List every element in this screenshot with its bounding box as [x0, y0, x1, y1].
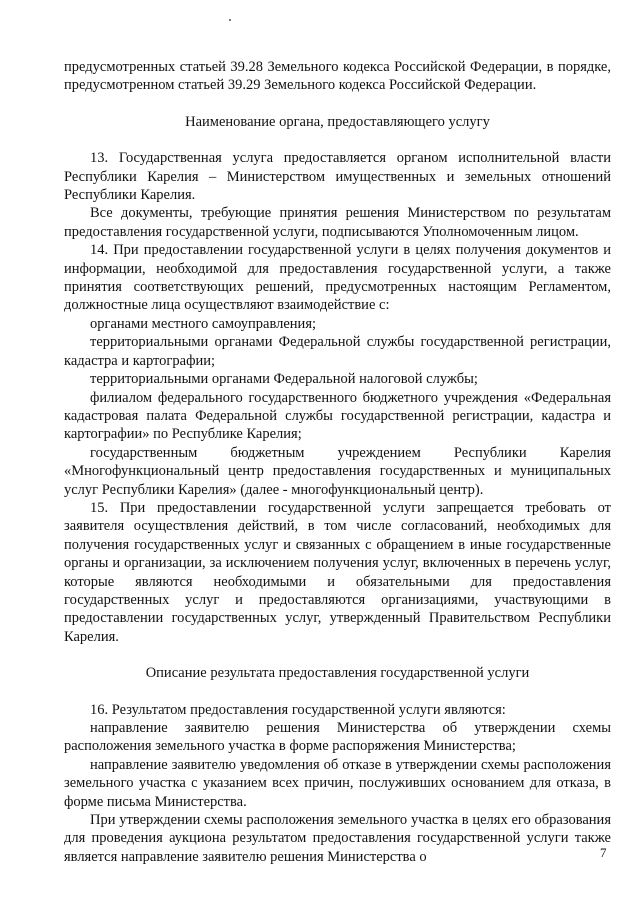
- document-body: [64, 58, 611, 866]
- list-item: органами местного самоуправления;: [90, 315, 317, 332]
- intro-paragraph: предусмотренных статьей 39.28 Земельного кодекса Российской Федерации, в порядке, предусмотренном статьей 39.29 Земельного кодекса Российской Федерации.: [64, 59, 611, 94]
- page-number: 7: [600, 845, 607, 860]
- list-item: территориальными органами Федеральной службы государственной регистрации, кадастра и картографии;: [64, 334, 611, 369]
- list-item: филиалом федерального государственного бюджетного учреждения «Федеральная кадастровая палата Федеральной службы государственной регистрации, кадастра и картографии» по Республике Карелия;: [64, 389, 611, 443]
- paragraph-13: 13. Государственная услуга предоставляется органом исполнительной власти Республики Карелия – Министерством имущественных и земельных отношений Республики Карелия.: [64, 150, 611, 204]
- list-item: направление заявителю уведомления об отказе в утверждении схемы расположения земельного участка с указанием всех причин, послуживших основанием для отказа, в форме письма Министерства.: [64, 756, 611, 810]
- section-heading-result: Описание результата предоставления государственной услуги: [145, 665, 530, 682]
- paragraph-16: 16. Результатом предоставления государственной услуги являются:: [90, 701, 506, 718]
- paragraph-15: 15. При предоставлении государственной услуги запрещается требовать от заявителя осуществления действий, в том числе согласований, необходимых для получения государственных услуг и связанных с обращением в иные государственные органы и организации, за исключением получения услуг, включенных в перечень услуг, которые являются необходимыми и обязательными для предоставления государственных услуг и предоставляются организациями, участвующими в предоставлении государственных услуг, утвержденный Правительством Республики Карелия.: [64, 499, 611, 645]
- list-item: территориальными органами Федеральной налоговой службы;: [90, 371, 478, 388]
- paragraph-13-signing: Все документы, требующие принятия решения Министерством по результатам предоставления государственной услуги, подписываются Уполномоченным лицом.: [64, 205, 611, 240]
- paragraph-16-aukcion: При утверждении схемы расположения земельного участка в целях его образования для проведения аукциона результатом предоставления государственной услуги также является направление заявителю решения Министерства о: [64, 812, 611, 865]
- paragraph-14: 14. При предоставлении государственной услуги в целях получения документов и информации, необходимой для предоставления государственной услуги, а также принятия соответствующих решений, предусмотренных настоящим Регламентом, должностные лица осуществляют взаимодействие с:: [64, 242, 611, 314]
- list-item: государственным бюджетным учреждением Республики Карелия «Многофункциональный центр предоставления государственных и муниципальных услуг Республики Карелия» (далее - многофункциональный центр).: [64, 444, 611, 498]
- section-heading-authority: Наименование органа, предоставляющего услугу: [185, 113, 490, 130]
- list-item: направление заявителю решения Министерства об утверждении схемы расположения земельного участка в форме распоряжения Министерства;: [64, 720, 611, 755]
- scan-speck: [229, 19, 231, 21]
